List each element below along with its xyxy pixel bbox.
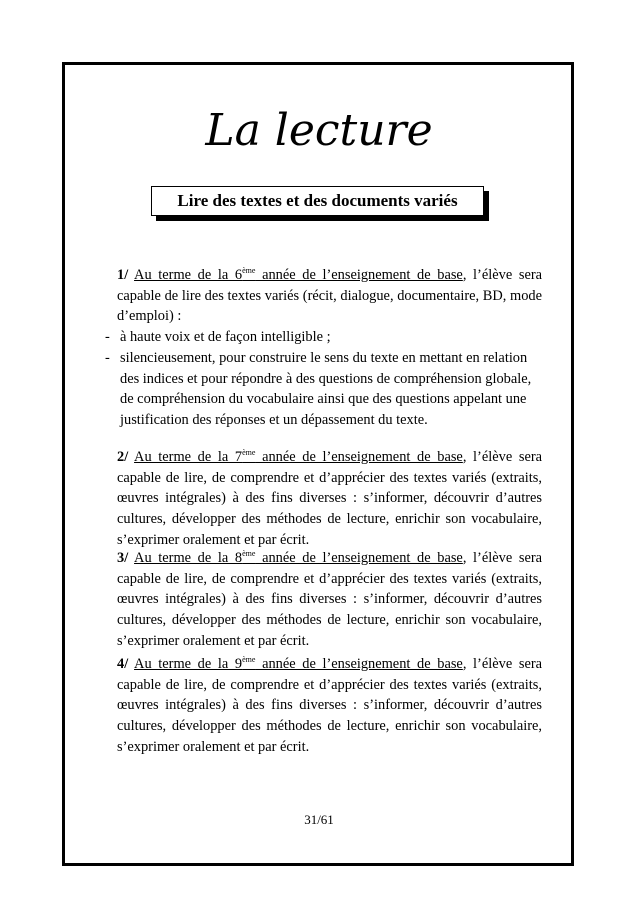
- page-number: 31/61: [304, 812, 334, 827]
- section-text: , l’élève sera capable de lire des textes variés (récit, dialogue, documentaire, BD, mode d’emploi) :: [117, 267, 543, 325]
- section-2: [96, 447, 542, 551]
- section-number: 3/: [117, 550, 129, 566]
- list-item: - à haute voix et de façon intelligible ;: [96, 327, 542, 348]
- section-number: 2/: [117, 449, 129, 465]
- section-term: Au terme de la 9ème année de l’enseignement de base: [134, 655, 463, 672]
- section-paragraph: [96, 654, 542, 758]
- subtitle-box: [151, 186, 484, 216]
- section-number: 4/: [117, 656, 129, 672]
- section-text: , l’élève sera capable de lire, de comprendre et d’apprécier des textes variés (extraits, œuvres intégrales) à des fins diverses : s’informer, découvrir d’autres cultures, développer des méthodes de lecture, enrichir son vocabulaire, s’exprimer oralement et par écrit.: [117, 550, 543, 649]
- section-term: Au terme de la 6ème année de l’enseignement de base: [134, 266, 463, 283]
- section-4: [96, 654, 542, 758]
- section-term: Au terme de la 8ème année de l’enseignement de base: [134, 549, 463, 566]
- section-3: [96, 548, 542, 652]
- section-number: 1/: [117, 267, 129, 283]
- list-item: - silencieusement, pour construire le sens du texte en mettant en relation des indices et pour répondre à des questions de compréhension globale, de compréhension du vocabulaire ainsi que des questions appelant une justification des réponses et un dépassement du texte.: [105, 349, 532, 428]
- objective-list: [96, 327, 542, 431]
- section-paragraph: [96, 447, 542, 551]
- section-1: [96, 265, 542, 431]
- section-text: , l’élève sera capable de lire, de comprendre et d’apprécier des textes variés (extraits, œuvres intégrales) à des fins diverses : s’informer, découvrir d’autres cultures, développer des méthodes de lecture, enrichir son vocabulaire, s’exprimer oralement et par écrit.: [117, 449, 543, 548]
- section-text: , l’élève sera capable de lire, de comprendre et d’apprécier des textes variés (extraits, œuvres intégrales) à des fins diverses : s’informer, découvrir d’autres cultures, développer des méthodes de lecture, enrichir son vocabulaire, s’exprimer oralement et par écrit.: [117, 656, 543, 755]
- page-title: La lecture: [205, 105, 433, 156]
- dash-bullet: -: [105, 349, 110, 366]
- dash-bullet: -: [105, 329, 110, 346]
- section-paragraph: [96, 265, 542, 327]
- subtitle: Lire des textes et des documents variés: [151, 186, 484, 216]
- section-term: Au terme de la 7ème année de l’enseignement de base: [134, 448, 463, 465]
- section-paragraph: [96, 548, 542, 652]
